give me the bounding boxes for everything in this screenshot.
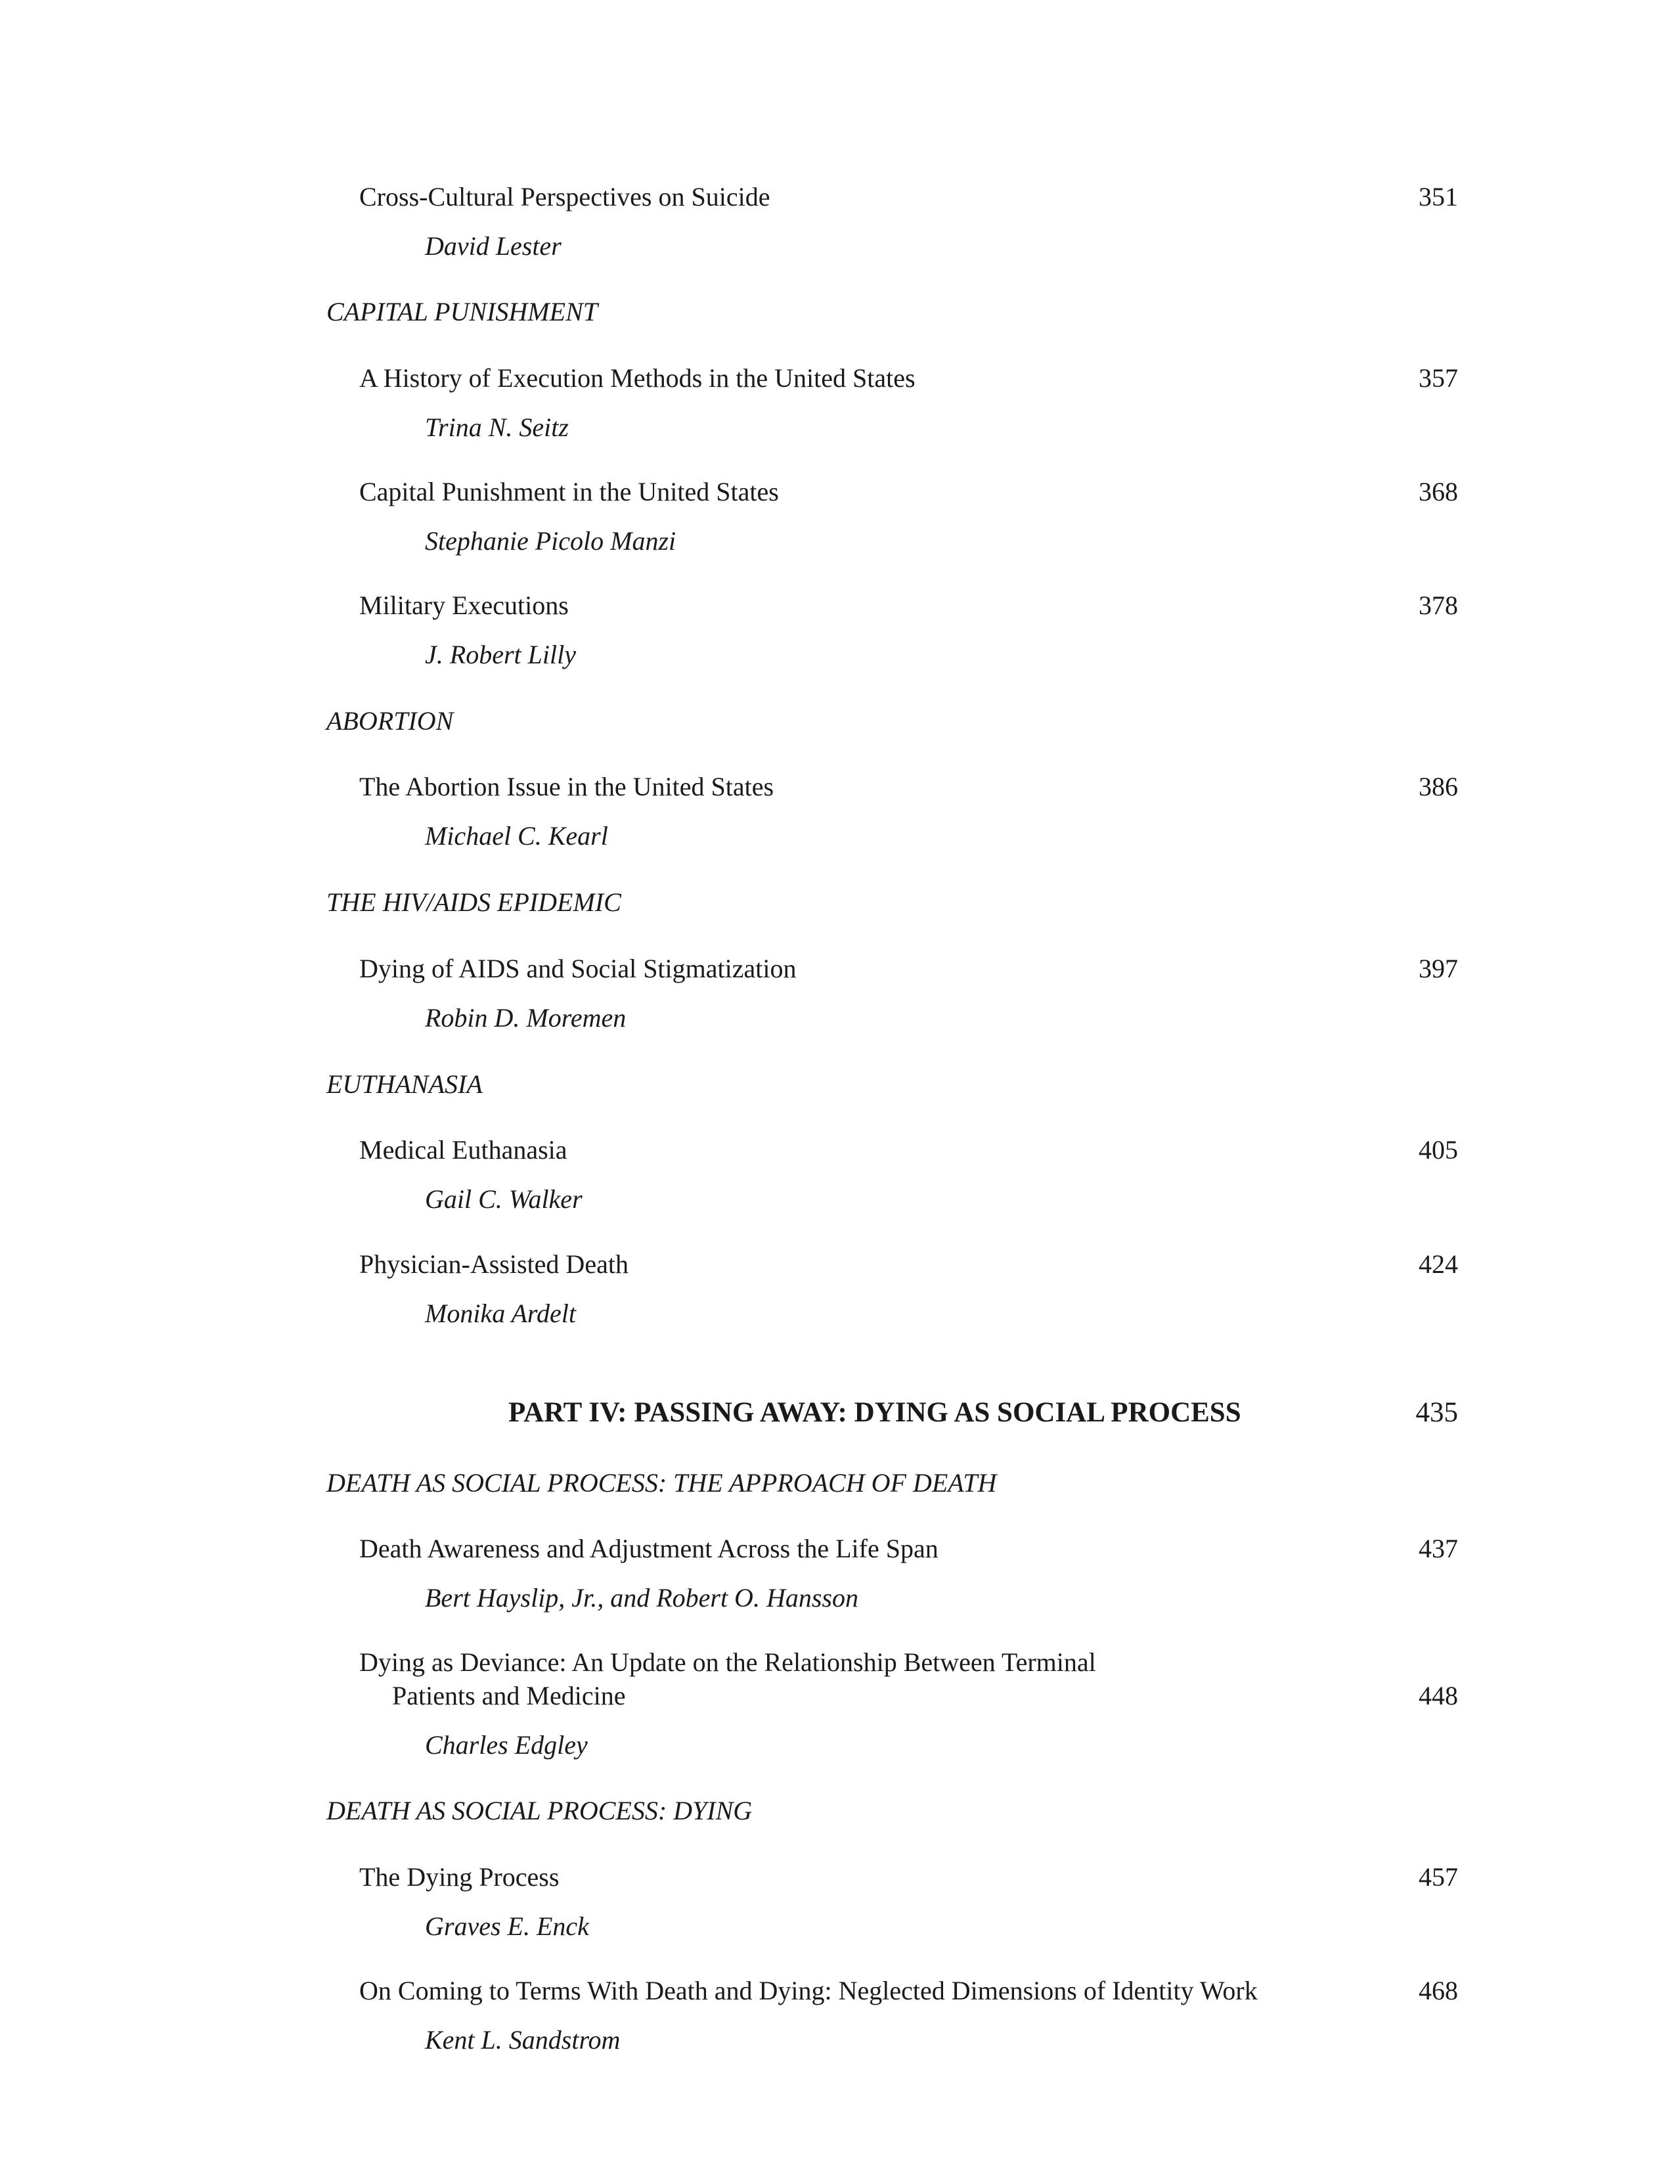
toc-entry-author: Kent L. Sandstrom xyxy=(425,2025,621,2055)
toc-entry-page: 386 xyxy=(1419,772,1458,801)
toc-entry-page: 437 xyxy=(1419,1534,1458,1563)
toc-section-heading: THE HIV/AIDS EPIDEMIC xyxy=(326,887,621,917)
toc-entry-page: 351 xyxy=(1419,182,1458,212)
toc-entry-title: Medical Euthanasia xyxy=(359,1135,567,1165)
toc-entry-page: 368 xyxy=(1419,477,1458,506)
toc-entry-author: Graves E. Enck xyxy=(425,1911,589,1941)
toc-entry-title: Cross-Cultural Perspectives on Suicide xyxy=(359,182,770,212)
toc-part-page: 435 xyxy=(1415,1397,1458,1428)
toc-section-heading: ABORTION xyxy=(326,706,454,736)
toc-section-heading: DEATH AS SOCIAL PROCESS: DYING xyxy=(326,1796,753,1825)
toc-entry-author: Gail C. Walker xyxy=(425,1184,583,1214)
toc-entry-title: Physician-Assisted Death xyxy=(359,1249,629,1279)
toc-entry-title-continuation: Patients and Medicine xyxy=(392,1681,626,1710)
toc-entry-title: Death Awareness and Adjustment Across the Life Span xyxy=(359,1534,939,1563)
toc-section-heading: CAPITAL PUNISHMENT xyxy=(326,297,598,326)
toc-entry-title: On Coming to Terms With Death and Dying: Neglected Dimensions of Identity Work xyxy=(359,1976,1258,2005)
toc-entry-author: Robin D. Moremen xyxy=(425,1003,627,1033)
toc-section-heading: EUTHANASIA xyxy=(326,1069,483,1099)
toc-entry-title: Capital Punishment in the United States xyxy=(359,477,779,506)
toc-entry-page: 357 xyxy=(1419,363,1458,393)
toc-entry-page: 405 xyxy=(1419,1135,1458,1165)
toc-entry-title: Dying of AIDS and Social Stigmatization xyxy=(359,954,797,983)
toc-entry-page: 397 xyxy=(1419,954,1458,983)
toc-entry-page: 378 xyxy=(1419,591,1458,620)
toc-entry-title: The Dying Process xyxy=(359,1862,560,1892)
toc-entry-page: 424 xyxy=(1419,1249,1458,1279)
toc-entry-title: The Abortion Issue in the United States xyxy=(359,772,774,801)
toc-entry-title: Military Executions xyxy=(359,591,569,620)
toc-entry-author: Bert Hayslip, Jr., and Robert O. Hansson xyxy=(425,1583,858,1613)
toc-entry-title: Dying as Deviance: An Update on the Relationship Between Terminal xyxy=(359,1647,1096,1677)
toc-part-heading: PART IV: PASSING AWAY: DYING AS SOCIAL PROCESS xyxy=(508,1397,1241,1428)
toc-entry-author: Charles Edgley xyxy=(425,1730,588,1760)
toc-entry-page: 448 xyxy=(1419,1681,1458,1710)
toc-entry-author: Trina N. Seitz xyxy=(425,412,569,442)
toc-section-heading: DEATH AS SOCIAL PROCESS: THE APPROACH OF DEATH xyxy=(326,1468,997,1498)
toc-entry-page: 457 xyxy=(1419,1862,1458,1892)
toc-entry-title: A History of Execution Methods in the United States xyxy=(359,363,916,393)
toc-entry-author: Michael C. Kearl xyxy=(425,821,608,851)
toc-entry-author: Monika Ardelt xyxy=(425,1299,576,1328)
toc-entry-page: 468 xyxy=(1419,1976,1458,2005)
toc-entry-author: Stephanie Picolo Manzi xyxy=(425,526,676,556)
toc-entry-author: J. Robert Lilly xyxy=(425,640,576,669)
toc-entry-author: David Lester xyxy=(425,231,562,261)
